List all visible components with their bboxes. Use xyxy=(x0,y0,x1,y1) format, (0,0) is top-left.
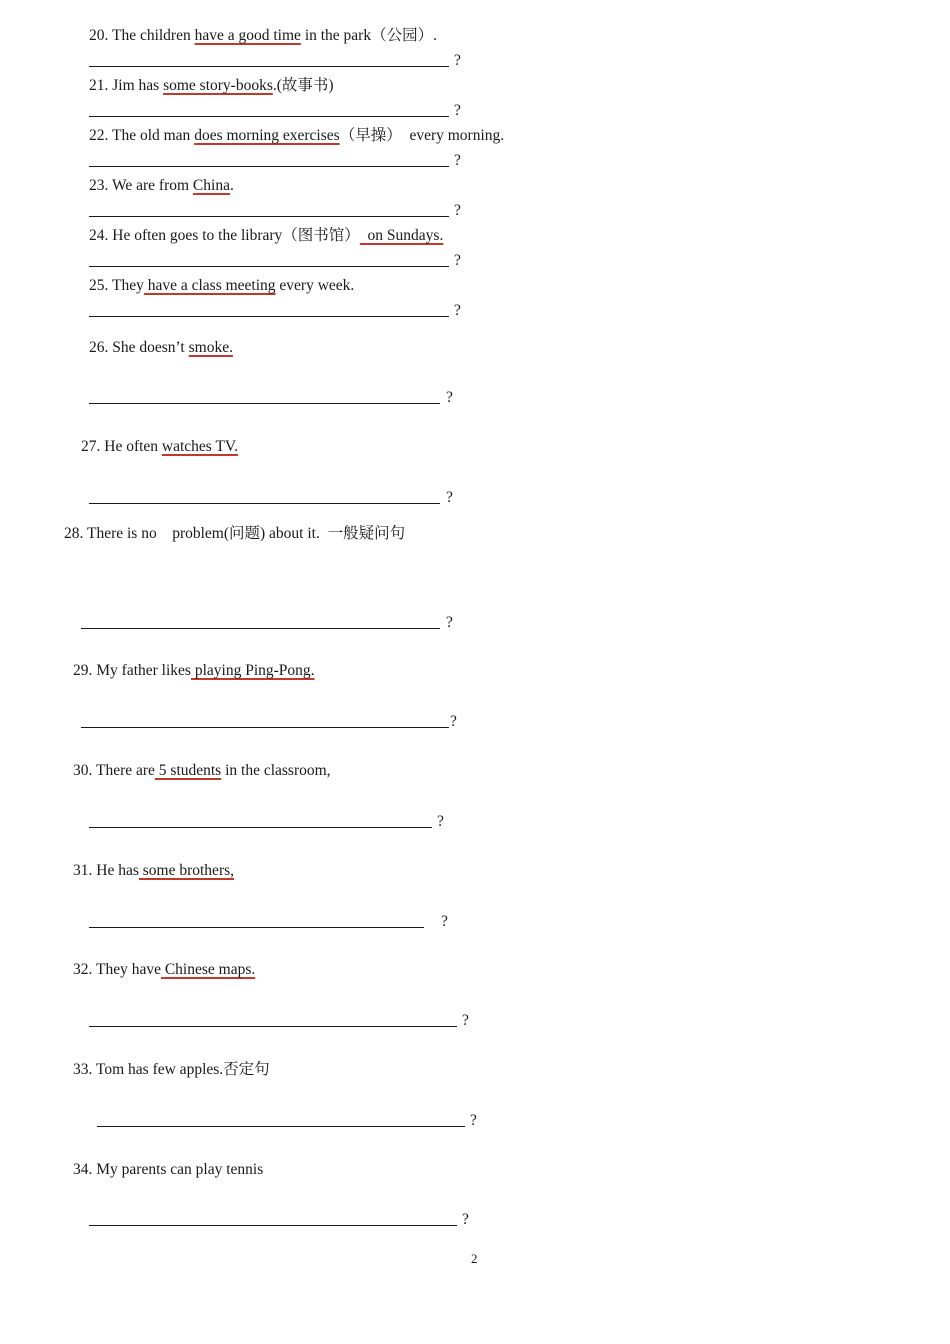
text-segment: 23. We are from xyxy=(89,177,193,194)
answer-blank[interactable] xyxy=(81,727,449,728)
text-segment: 26. She doesn’t xyxy=(89,339,189,356)
underlined-phrase: smoke. xyxy=(188,339,233,356)
answer-blank[interactable] xyxy=(89,1026,457,1027)
answer-blank[interactable] xyxy=(89,66,449,67)
answer-blank[interactable] xyxy=(89,403,440,404)
question-mark: ? xyxy=(454,102,461,119)
text-segment: .(故事书) xyxy=(272,77,334,94)
text-segment: 33. Tom has few apples.否定句 xyxy=(73,1061,270,1078)
answer-blank[interactable] xyxy=(89,316,449,317)
text-segment: 34. My parents can play tennis xyxy=(73,1161,264,1178)
underlined-phrase: some story-books xyxy=(163,77,273,94)
answer-blank[interactable] xyxy=(97,1126,465,1127)
answer-blank[interactable] xyxy=(89,266,449,267)
text-segment: 30. There are xyxy=(73,762,155,779)
question-text xyxy=(73,761,331,781)
question-text xyxy=(89,126,504,146)
underlined-phrase: Chinese maps. xyxy=(160,961,256,978)
answer-blank[interactable] xyxy=(81,628,440,629)
question-mark: ? xyxy=(441,913,448,930)
question-text xyxy=(73,1160,263,1180)
text-segment: 24. He often goes to the library（图书馆） xyxy=(89,227,360,244)
question-mark: ? xyxy=(446,614,453,631)
question-mark: ? xyxy=(454,302,461,319)
question-text xyxy=(89,76,334,96)
text-segment: . xyxy=(229,177,234,194)
text-segment: 31. He has xyxy=(73,862,139,879)
text-segment: 22. The old man xyxy=(89,127,195,144)
page-number: 2 xyxy=(471,1251,478,1266)
text-segment: 25. They xyxy=(89,277,144,294)
answer-blank[interactable] xyxy=(89,216,449,217)
question-text xyxy=(73,960,255,980)
question-text xyxy=(73,861,234,881)
question-text xyxy=(89,26,437,46)
question-mark: ? xyxy=(454,252,461,269)
underlined-phrase: have a good time xyxy=(194,27,301,44)
underlined-phrase: have a class meeting xyxy=(143,277,276,294)
answer-blank[interactable] xyxy=(89,116,449,117)
question-text xyxy=(89,176,234,196)
question-mark: ? xyxy=(462,1012,469,1029)
question-text xyxy=(73,1060,270,1080)
question-mark: ? xyxy=(437,813,444,830)
question-mark: ? xyxy=(470,1112,477,1129)
underlined-phrase: does morning exercises xyxy=(194,127,340,144)
question-mark: ? xyxy=(450,713,457,730)
answer-blank[interactable] xyxy=(89,1225,457,1226)
question-text xyxy=(73,661,315,681)
question-mark: ? xyxy=(446,389,453,406)
question-mark: ? xyxy=(446,489,453,506)
question-mark: ? xyxy=(462,1211,469,1228)
underlined-phrase: China xyxy=(192,177,230,194)
text-segment: 32. They have xyxy=(73,961,161,978)
underlined-phrase: watches TV. xyxy=(161,438,238,455)
text-segment: （早操） every morning. xyxy=(339,127,505,144)
question-text xyxy=(89,338,233,358)
question-mark: ? xyxy=(454,52,461,69)
text-segment: in the park（公园）. xyxy=(300,27,437,44)
question-mark: ? xyxy=(454,152,461,169)
underlined-phrase: 5 students xyxy=(154,762,222,779)
question-text xyxy=(89,226,443,246)
text-segment: 28. There is no problem(问题) about it. 一般疑问句 xyxy=(64,525,406,542)
text-segment: 27. He often xyxy=(81,438,162,455)
question-mark: ? xyxy=(454,202,461,219)
text-segment: 21. Jim has xyxy=(89,77,164,94)
answer-blank[interactable] xyxy=(89,503,440,504)
text-segment: 20. The children xyxy=(89,27,195,44)
answer-blank[interactable] xyxy=(89,166,449,167)
answer-blank[interactable] xyxy=(89,927,424,928)
answer-blank[interactable] xyxy=(89,827,432,828)
question-text xyxy=(64,524,405,544)
underlined-phrase: some brothers, xyxy=(138,862,235,879)
text-segment: in the classroom, xyxy=(221,762,331,779)
question-text xyxy=(89,276,354,296)
text-segment: every week. xyxy=(275,277,355,294)
underlined-phrase: on Sundays. xyxy=(359,227,444,244)
underlined-phrase: playing Ping-Pong. xyxy=(190,662,315,679)
question-text xyxy=(81,437,238,457)
text-segment: 29. My father likes xyxy=(73,662,191,679)
